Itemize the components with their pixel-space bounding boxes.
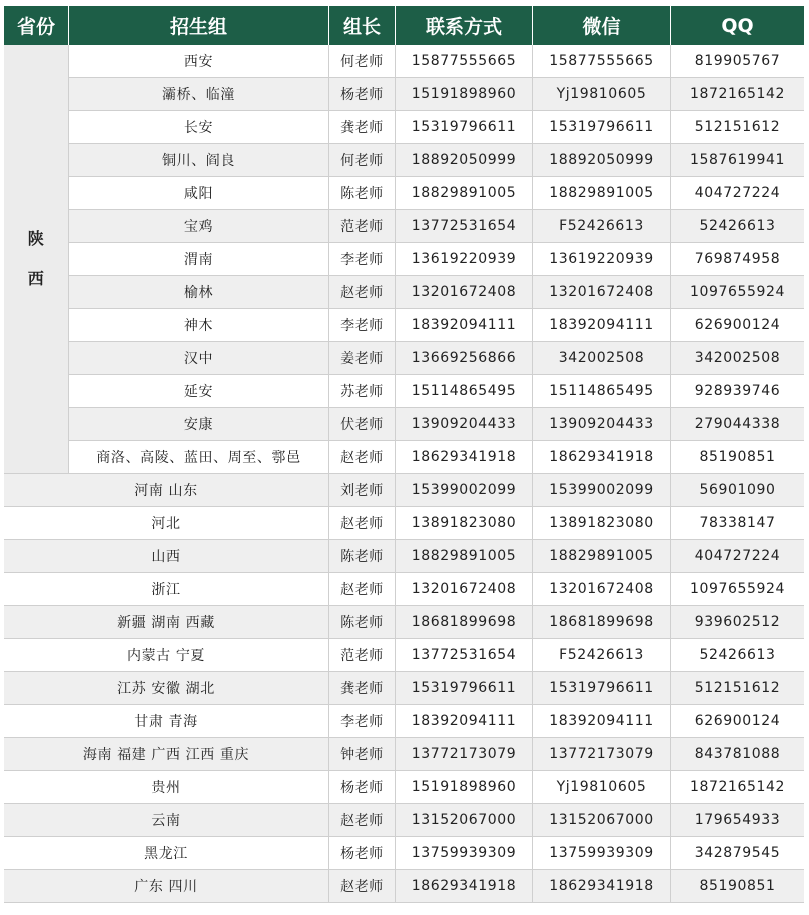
table-row bbox=[4, 375, 804, 408]
phone-cell: 13619220939 bbox=[396, 243, 533, 276]
wechat-cell: 18829891005 bbox=[533, 540, 671, 573]
leader-cell: 赵老师 bbox=[329, 573, 396, 606]
qq-cell: 279044338 bbox=[671, 408, 804, 441]
qq-cell: 52426613 bbox=[671, 639, 804, 672]
table-row bbox=[4, 639, 804, 672]
group-cell: 贵州 bbox=[4, 771, 329, 804]
wechat-cell: 13619220939 bbox=[533, 243, 671, 276]
leader-cell: 赵老师 bbox=[329, 870, 396, 903]
leader-cell: 范老师 bbox=[329, 639, 396, 672]
leader-cell: 伏老师 bbox=[329, 408, 396, 441]
province-cell-shaanxi bbox=[4, 45, 69, 474]
qq-cell: 56901090 bbox=[671, 474, 804, 507]
wechat-cell: 18892050999 bbox=[533, 144, 671, 177]
qq-cell: 1872165142 bbox=[671, 78, 804, 111]
phone-cell: 15877555665 bbox=[396, 45, 533, 78]
leader-cell: 陈老师 bbox=[329, 540, 396, 573]
table-row bbox=[4, 111, 804, 144]
qq-cell: 404727224 bbox=[671, 177, 804, 210]
table-row bbox=[4, 804, 804, 837]
qq-cell: 342002508 bbox=[671, 342, 804, 375]
leader-cell: 陈老师 bbox=[329, 177, 396, 210]
qq-cell: 179654933 bbox=[671, 804, 804, 837]
leader-cell: 赵老师 bbox=[329, 276, 396, 309]
phone-cell: 13152067000 bbox=[396, 804, 533, 837]
wechat-cell: 18681899698 bbox=[533, 606, 671, 639]
wechat-cell: 15399002099 bbox=[533, 474, 671, 507]
header-leader: 组长 bbox=[329, 6, 396, 45]
wechat-cell: 18829891005 bbox=[533, 177, 671, 210]
leader-cell: 苏老师 bbox=[329, 375, 396, 408]
leader-cell: 刘老师 bbox=[329, 474, 396, 507]
wechat-cell: F52426613 bbox=[533, 210, 671, 243]
wechat-cell: 15319796611 bbox=[533, 111, 671, 144]
wechat-cell: F52426613 bbox=[533, 639, 671, 672]
wechat-cell: 18629341918 bbox=[533, 870, 671, 903]
wechat-cell: 342002508 bbox=[533, 342, 671, 375]
phone-cell: 13772531654 bbox=[396, 639, 533, 672]
qq-cell: 1097655924 bbox=[671, 573, 804, 606]
group-cell: 河北 bbox=[4, 507, 329, 540]
qq-cell: 78338147 bbox=[671, 507, 804, 540]
group-cell: 河南 山东 bbox=[4, 474, 329, 507]
phone-cell: 18392094111 bbox=[396, 705, 533, 738]
phone-cell: 18829891005 bbox=[396, 540, 533, 573]
wechat-cell: 15319796611 bbox=[533, 672, 671, 705]
phone-cell: 18392094111 bbox=[396, 309, 533, 342]
leader-cell: 赵老师 bbox=[329, 441, 396, 474]
wechat-cell: 13201672408 bbox=[533, 276, 671, 309]
qq-cell: 512151612 bbox=[671, 672, 804, 705]
wechat-cell: 15877555665 bbox=[533, 45, 671, 78]
leader-cell: 范老师 bbox=[329, 210, 396, 243]
wechat-cell: Yj19810605 bbox=[533, 771, 671, 804]
qq-cell: 512151612 bbox=[671, 111, 804, 144]
header-province: 省份 bbox=[4, 6, 69, 45]
phone-cell: 13891823080 bbox=[396, 507, 533, 540]
wechat-cell: 13909204433 bbox=[533, 408, 671, 441]
header-wechat: 微信 bbox=[533, 6, 671, 45]
table-row bbox=[4, 672, 804, 705]
table-body bbox=[4, 45, 804, 903]
qq-cell: 1872165142 bbox=[671, 771, 804, 804]
qq-cell: 342879545 bbox=[671, 837, 804, 870]
phone-cell: 18681899698 bbox=[396, 606, 533, 639]
table-row bbox=[4, 870, 804, 903]
wechat-cell: 13759939309 bbox=[533, 837, 671, 870]
group-cell: 云南 bbox=[4, 804, 329, 837]
qq-cell: 819905767 bbox=[671, 45, 804, 78]
table-row bbox=[4, 507, 804, 540]
qq-cell: 1587619941 bbox=[671, 144, 804, 177]
phone-cell: 15399002099 bbox=[396, 474, 533, 507]
leader-cell: 姜老师 bbox=[329, 342, 396, 375]
wechat-cell: 13772173079 bbox=[533, 738, 671, 771]
phone-cell: 13201672408 bbox=[396, 276, 533, 309]
group-cell: 神木 bbox=[69, 309, 329, 342]
group-cell: 长安 bbox=[69, 111, 329, 144]
qq-cell: 928939746 bbox=[671, 375, 804, 408]
table-row bbox=[4, 771, 804, 804]
table-row bbox=[4, 738, 804, 771]
leader-cell: 龚老师 bbox=[329, 672, 396, 705]
qq-cell: 769874958 bbox=[671, 243, 804, 276]
header-contact: 联系方式 bbox=[396, 6, 533, 45]
phone-cell: 13759939309 bbox=[396, 837, 533, 870]
phone-cell: 13772173079 bbox=[396, 738, 533, 771]
qq-cell: 626900124 bbox=[671, 705, 804, 738]
leader-cell: 李老师 bbox=[329, 705, 396, 738]
phone-cell: 18629341918 bbox=[396, 441, 533, 474]
header-qq: QQ bbox=[671, 6, 804, 45]
phone-cell: 13201672408 bbox=[396, 573, 533, 606]
group-cell: 延安 bbox=[69, 375, 329, 408]
province-char: 陕 bbox=[27, 229, 45, 248]
group-cell: 汉中 bbox=[69, 342, 329, 375]
group-cell: 新疆 湖南 西藏 bbox=[4, 606, 329, 639]
wechat-cell: 13891823080 bbox=[533, 507, 671, 540]
table-row bbox=[4, 45, 804, 78]
leader-cell: 赵老师 bbox=[329, 507, 396, 540]
table-row bbox=[4, 606, 804, 639]
wechat-cell: 15114865495 bbox=[533, 375, 671, 408]
group-cell: 甘肃 青海 bbox=[4, 705, 329, 738]
table-row bbox=[4, 177, 804, 210]
group-cell: 灞桥、临潼 bbox=[69, 78, 329, 111]
group-cell: 海南 福建 广西 江西 重庆 bbox=[4, 738, 329, 771]
phone-cell: 15191898960 bbox=[396, 78, 533, 111]
table-row bbox=[4, 309, 804, 342]
table-row bbox=[4, 540, 804, 573]
wechat-cell: 18629341918 bbox=[533, 441, 671, 474]
qq-cell: 404727224 bbox=[671, 540, 804, 573]
phone-cell: 18629341918 bbox=[396, 870, 533, 903]
group-cell: 榆林 bbox=[69, 276, 329, 309]
qq-cell: 626900124 bbox=[671, 309, 804, 342]
group-cell: 广东 四川 bbox=[4, 870, 329, 903]
group-cell: 咸阳 bbox=[69, 177, 329, 210]
header-group: 招生组 bbox=[69, 6, 329, 45]
leader-cell: 龚老师 bbox=[329, 111, 396, 144]
table-row bbox=[4, 408, 804, 441]
qq-cell: 85190851 bbox=[671, 870, 804, 903]
phone-cell: 15114865495 bbox=[396, 375, 533, 408]
group-cell: 渭南 bbox=[69, 243, 329, 276]
table-row bbox=[4, 243, 804, 276]
group-cell: 商洛、高陵、蓝田、周至、鄠邑 bbox=[69, 441, 329, 474]
phone-cell: 15319796611 bbox=[396, 111, 533, 144]
leader-cell: 李老师 bbox=[329, 243, 396, 276]
leader-cell: 杨老师 bbox=[329, 837, 396, 870]
table-row bbox=[4, 705, 804, 738]
leader-cell: 杨老师 bbox=[329, 78, 396, 111]
phone-cell: 15319796611 bbox=[396, 672, 533, 705]
leader-cell: 陈老师 bbox=[329, 606, 396, 639]
phone-cell: 18892050999 bbox=[396, 144, 533, 177]
group-cell: 西安 bbox=[69, 45, 329, 78]
leader-cell: 李老师 bbox=[329, 309, 396, 342]
qq-cell: 939602512 bbox=[671, 606, 804, 639]
group-cell: 黑龙江 bbox=[4, 837, 329, 870]
wechat-cell: Yj19810605 bbox=[533, 78, 671, 111]
group-cell: 安康 bbox=[69, 408, 329, 441]
leader-cell: 何老师 bbox=[329, 144, 396, 177]
phone-cell: 13909204433 bbox=[396, 408, 533, 441]
phone-cell: 13669256866 bbox=[396, 342, 533, 375]
table-row bbox=[4, 573, 804, 606]
header-row bbox=[4, 6, 804, 45]
group-cell: 铜川、阎良 bbox=[69, 144, 329, 177]
table-row bbox=[4, 276, 804, 309]
group-cell: 山西 bbox=[4, 540, 329, 573]
table-row bbox=[4, 441, 804, 474]
table-row bbox=[4, 78, 804, 111]
table-row bbox=[4, 342, 804, 375]
group-cell: 浙江 bbox=[4, 573, 329, 606]
contact-table-wrapper bbox=[4, 6, 804, 903]
group-cell: 江苏 安徽 湖北 bbox=[4, 672, 329, 705]
qq-cell: 85190851 bbox=[671, 441, 804, 474]
phone-cell: 15191898960 bbox=[396, 771, 533, 804]
table-row bbox=[4, 837, 804, 870]
leader-cell: 赵老师 bbox=[329, 804, 396, 837]
table-row bbox=[4, 144, 804, 177]
qq-cell: 1097655924 bbox=[671, 276, 804, 309]
group-cell: 内蒙古 宁夏 bbox=[4, 639, 329, 672]
phone-cell: 18829891005 bbox=[396, 177, 533, 210]
contact-table bbox=[4, 6, 804, 903]
wechat-cell: 13201672408 bbox=[533, 573, 671, 606]
leader-cell: 杨老师 bbox=[329, 771, 396, 804]
province-char: 西 bbox=[27, 269, 45, 288]
leader-cell: 何老师 bbox=[329, 45, 396, 78]
wechat-cell: 18392094111 bbox=[533, 309, 671, 342]
qq-cell: 52426613 bbox=[671, 210, 804, 243]
leader-cell: 钟老师 bbox=[329, 738, 396, 771]
table-row bbox=[4, 210, 804, 243]
phone-cell: 13772531654 bbox=[396, 210, 533, 243]
wechat-cell: 13152067000 bbox=[533, 804, 671, 837]
qq-cell: 843781088 bbox=[671, 738, 804, 771]
wechat-cell: 18392094111 bbox=[533, 705, 671, 738]
group-cell: 宝鸡 bbox=[69, 210, 329, 243]
table-row bbox=[4, 474, 804, 507]
